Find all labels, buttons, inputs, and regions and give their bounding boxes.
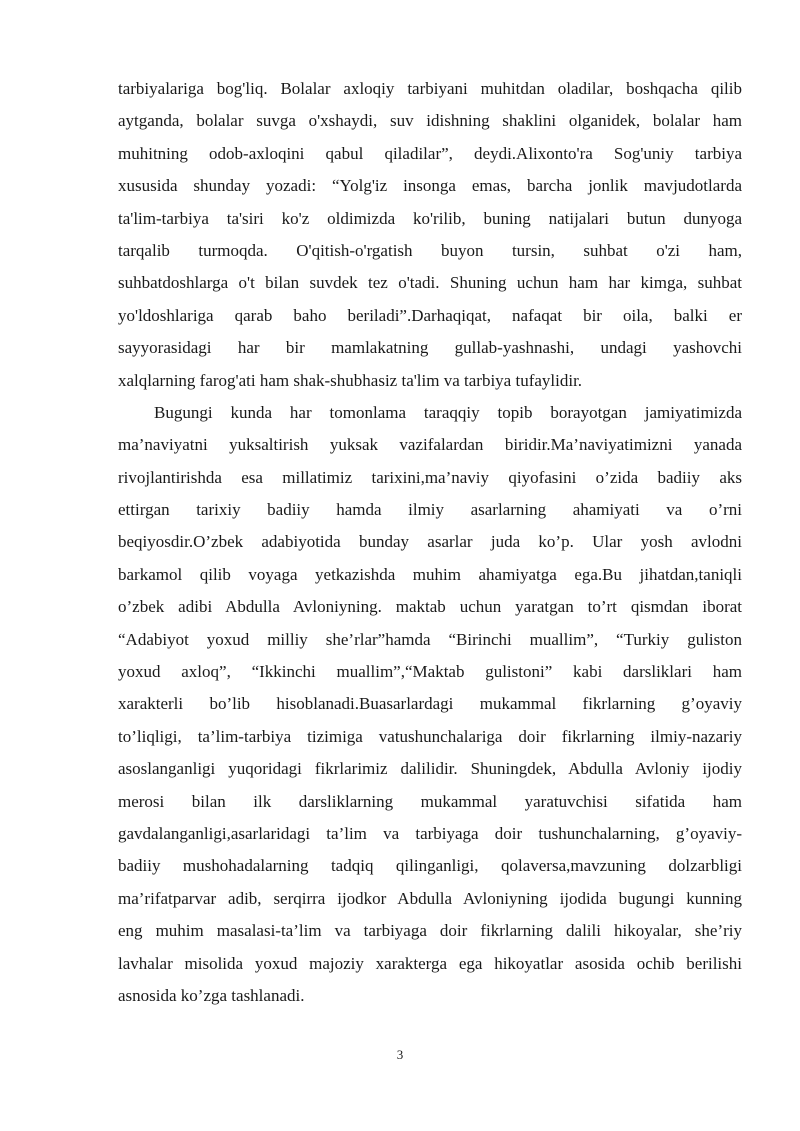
text-line: badiiy mushohadalarning tadqiq qilinganligi, qolaversa,mavzuning dolzarbligi xyxy=(118,856,742,876)
text-line: tarbiyalariga bog'liq. Bolalar axloqiy tarbiyani muhitdan oladilar, boshqacha qilib xyxy=(118,79,742,98)
text-line: asnosida ko’zga tashlanadi. xyxy=(118,985,305,1005)
text-line: ettirgan tarixiy badiiy hamda ilmiy asarlarning ahamiyati va o’rni xyxy=(118,500,742,520)
page-number: 3 xyxy=(396,1047,404,1062)
text-line: o’zbek adibi Abdulla Avloniyning. maktab uchun yaratgan to’rt qismdan iborat xyxy=(118,597,742,617)
text-line: ma’naviyatni yuksaltirish yuksak vazifalardan biridir.Ma’naviyatimizni yanada xyxy=(118,435,742,455)
text-line: sayyorasidagi har bir mamlakatning gullab-yashnashi, undagi yashovchi xyxy=(118,338,742,358)
text-line: rivojlantirishda esa millatimiz tarixini,ma’naviy qiyofasini o’zida badiiy aks xyxy=(118,467,742,487)
text-line: yoxud axloq”, “Ikkinchi muallim”,“Maktab gulistoni” kabi darsliklari ham xyxy=(118,662,742,682)
text-line: Bugungi kunda har tomonlama taraqqiy topib borayotgan jamiyatimizda xyxy=(154,402,742,422)
text-line: gavdalanganligi,asarlaridagi ta’lim va tarbiyaga doir tushunchalarning, g’oyaviy- xyxy=(118,823,742,843)
text-line: ta'lim-tarbiya ta'siri ko'z oldimizda ko'rilib, buning natijalari butun dunyoga xyxy=(118,208,742,228)
text-line: xalqlarning farog'ati ham shak-shubhasiz ta'lim va tarbiya tufaylidir. xyxy=(118,370,583,390)
text-line: merosi bilan ilk darsliklarning mukammal yaratuvchisi sifatida ham xyxy=(118,791,742,811)
text-line: “Adabiyot yoxud milliy she’rlar”hamda “Birinchi muallim”, “Turkiy guliston xyxy=(118,629,742,649)
text-line: lavhalar misolida yoxud majoziy xarakterga ega hikoyatlar asosida ochib berilishi xyxy=(118,953,742,973)
text-line: tarqalib turmoqda. O'qitish-o'rgatish buyon tursin, suhbat o'zi ham, xyxy=(118,240,742,260)
text-line: suhbatdoshlarga o't bilan suvdek tez o'tadi. Shuning uchun ham har kimga, suhbat xyxy=(118,273,742,293)
text-line: xarakterli bo’lib hisoblanadi.Buasarlardagi mukammal fikrlarning g’oyaviy xyxy=(118,694,742,714)
text-line: to’liqligi, ta’lim-tarbiya tizimiga vatushunchalariga doir fikrlarning ilmiy-nazariy xyxy=(118,726,742,746)
body-text xyxy=(118,73,742,1012)
text-line: xususida shunday yozadi: “Yolg'iz insonga emas, barcha jonlik mavjudotlarda xyxy=(118,176,742,196)
text-line: beqiyosdir.O’zbek adabiyotida bunday asarlar juda ko’p. Ular yosh avlodni xyxy=(118,532,742,552)
text-line: eng muhim masalasi-ta’lim va tarbiyaga doir fikrlarning dalili hikoyalar, she’riy xyxy=(118,921,742,941)
text-line: aytganda, bolalar suvga o'xshaydi, suv idishning shaklini olganidek, bolalar ham xyxy=(118,111,742,131)
text-line: asoslanganligi yuqoridagi fikrlarimiz dalilidir. Shuningdek, Abdulla Avloniy ijodiy xyxy=(118,759,742,779)
text-line: muhitning odob-axloqini qabul qiladilar”, deydi.Alixonto'ra Sog'uniy tarbiya xyxy=(118,143,742,163)
text-line: ma’rifatparvar adib, serqirra ijodkor Abdulla Avloniyning ijodida bugungi kunning xyxy=(118,888,742,908)
text-line: barkamol qilib voyaga yetkazishda muhim ahamiyatga ega.Bu jihatdan,taniqli xyxy=(118,564,742,584)
text-line: yo'ldoshlariga qarab baho beriladi”.Darhaqiqat, nafaqat bir oila, balki er xyxy=(118,305,742,325)
